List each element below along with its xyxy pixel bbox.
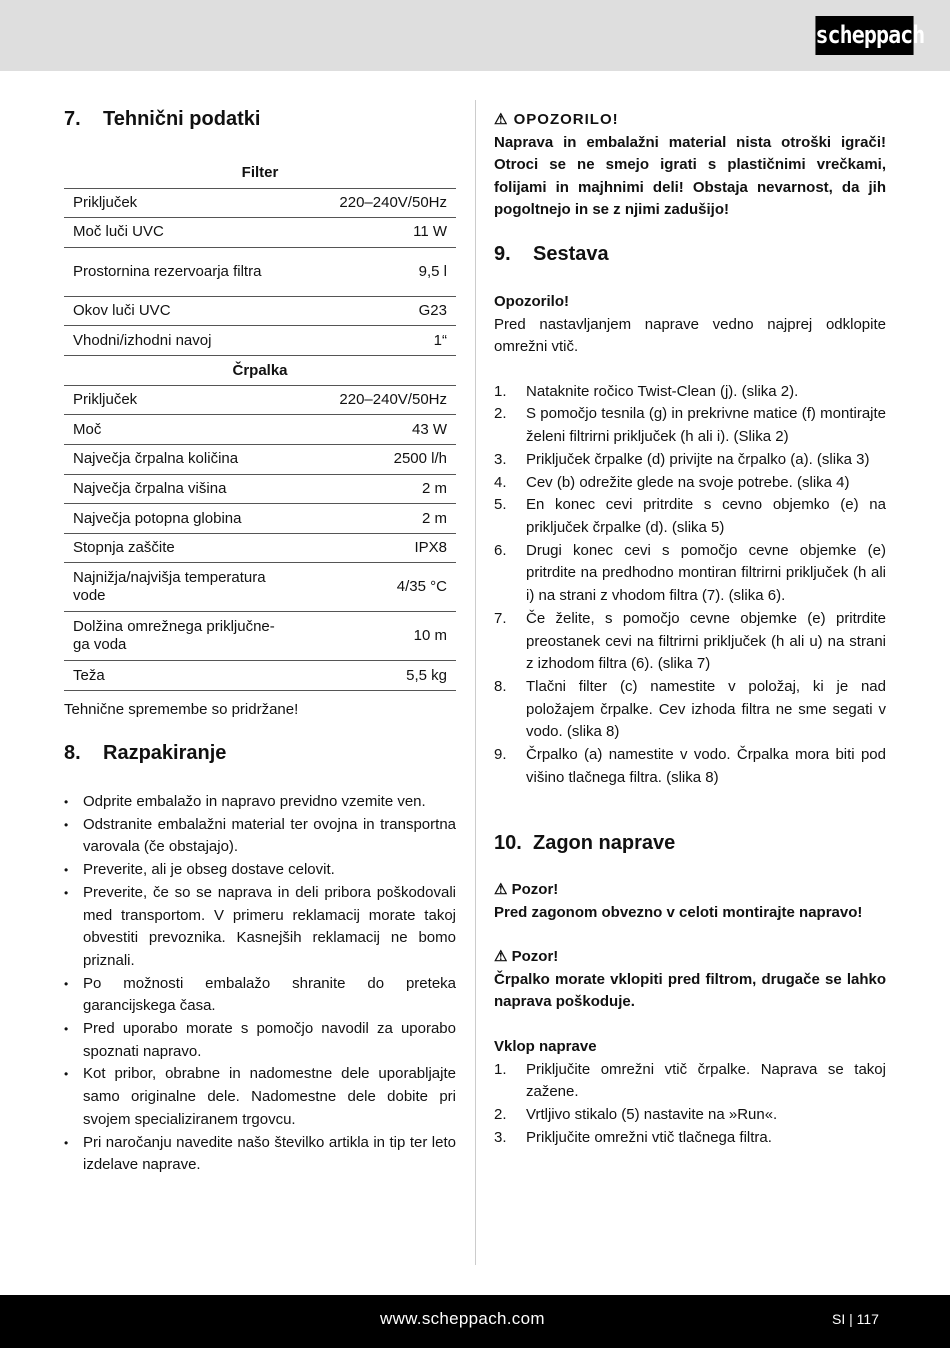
step-number: 8. [494, 677, 507, 695]
step-item [494, 381, 886, 404]
spec-value: 11 W [294, 218, 456, 248]
step-number: 2. [494, 405, 507, 423]
step-item [494, 449, 886, 472]
spec-value: 10 m [294, 612, 456, 661]
spec-label: Najnižja/najvišja temperatura vode [64, 563, 294, 612]
step-item [494, 494, 886, 539]
list-item: • Po možnosti embalažo shranite do preteka garancijskega časa. [64, 973, 456, 1018]
table-row [64, 612, 456, 661]
spec-label: Stopnja zaščite [64, 533, 294, 563]
spec-value: 2 m [294, 474, 456, 504]
section-7 [64, 108, 456, 131]
table-row [64, 415, 456, 445]
table-row [64, 326, 456, 356]
table-row [64, 563, 456, 612]
section-heading: 9. Sestava [494, 243, 609, 265]
warning-icon: ⚠ [494, 111, 509, 128]
table-row [64, 661, 456, 691]
step-item [494, 1059, 886, 1104]
section-10: 10. Zagon naprave ⚠ Pozor! Pred zagonom obvezno v celoti montirajte napravo! ⚠ Pozor! Črpalko morate vklopiti pred filtrom, drugače se lahko naprava poškoduje. Vklop naprave 1. Priključite omrežni vtič črpalke. Naprava se takoj zažene. 2. Vrtljivo stikalo (5) nastavite na »Run«. 3. Priključite omrežni vtič tlačnega filtra. [494, 832, 886, 1149]
spec-label: Vhodni/izhodni navoj [64, 326, 294, 356]
spec-label: Teža [64, 661, 294, 691]
step-text: Tlačni filter (c) namestite v položaj, ki je nad položajem črpalke. Cev izhoda filtra ne sme segati v vodo. (slika 8) [526, 677, 886, 741]
list-item: • Pred uporabo morate s pomočjo navodil za uporabo spoznati napravo. [64, 1018, 456, 1063]
list-item: • Pri naročanju navedite našo številko artikla in tip ter leto izdelave naprave. [64, 1132, 456, 1177]
step-text: Če želite, s pomočjo cevne objemke (e) pritrdite preostanek cevi na filtrirni priključek (h ali u) na strani z izhodom filtra (6). (slika 7) [526, 609, 886, 673]
header-bar [0, 0, 950, 71]
startup-steps [494, 1059, 886, 1150]
spec-label: Največja potopna globina [64, 504, 294, 534]
spec-label: Moč luči UVC [64, 218, 294, 248]
step-number: 3. [494, 450, 507, 468]
spec-value: 2 m [294, 504, 456, 534]
footer-bar [0, 1295, 950, 1348]
spec-label: Največja črpalna količina [64, 445, 294, 475]
step-item [494, 744, 886, 789]
table-group-header: Črpalka [64, 355, 456, 385]
column-divider [475, 100, 476, 1265]
spec-label: Okov luči UVC [64, 296, 294, 326]
step-number: 3. [494, 1128, 507, 1146]
spec-value: 5,5 kg [294, 661, 456, 691]
spec-value: G23 [294, 296, 456, 326]
step-number: 5. [494, 496, 507, 514]
table-row [64, 247, 456, 296]
spec-value: 43 W [294, 415, 456, 445]
step-text: Vrtljivo stikalo (5) nastavite na »Run«. [526, 1105, 778, 1123]
note: Tehnične spremembe so pridržane! [64, 701, 299, 718]
step-text: Cev (b) odrežite glede na svoje potrebe. (slika 4) [526, 473, 850, 491]
section-heading: 8. Razpakiranje [64, 742, 227, 764]
scheppach-logo: scheppach [815, 16, 913, 55]
spec-label: Priključek [64, 188, 294, 218]
spec-value: 1“ [294, 326, 456, 356]
table-row [64, 385, 456, 415]
list-item: • Kot pribor, obrabne in nadomestne dele uporabljajte samo originalne dele. Nadomestne dele dobite pri svojem specializiranem trgovcu. [64, 1063, 456, 1131]
step-item [494, 540, 886, 608]
website-link[interactable]: www.scheppach.com [380, 1309, 545, 1328]
step-text: Priključite omrežni vtič črpalke. Naprava se takoj zažene. [526, 1060, 886, 1101]
step-number: 7. [494, 609, 507, 627]
table-row [64, 218, 456, 248]
step-item [494, 1104, 886, 1127]
step-text: S pomočjo tesnila (g) in prekrivne matice (f) montirajte želeni filtrirni priključek (h ali i). (Slika 2) [526, 405, 886, 446]
step-item [494, 403, 886, 448]
table-row [64, 533, 456, 563]
section-heading: 10. Zagon naprave [494, 832, 676, 854]
step-text: Nataknite ročico Twist-Clean (j). (slika 2). [526, 382, 799, 400]
step-item [494, 1127, 886, 1150]
spec-label: Moč [64, 415, 294, 445]
table-row [64, 504, 456, 534]
section-heading: 7. Tehnični podatki [64, 108, 261, 130]
table-row [64, 296, 456, 326]
spec-label: Prostornina rezervoarja filtra [64, 247, 294, 296]
spec-value: IPX8 [294, 533, 456, 563]
list-item: • Odstranite embalažni material ter ovojna in transportna varovala (če obstajajo). [64, 814, 456, 859]
step-number: 6. [494, 541, 507, 559]
step-item [494, 676, 886, 744]
spec-value: 4/35 °C [294, 563, 456, 612]
step-number: 9. [494, 746, 507, 764]
table-group-header: Filter [64, 158, 456, 188]
step-number: 4. [494, 473, 507, 491]
section-8 [64, 742, 456, 1177]
warning-icon: ⚠ [494, 881, 508, 898]
step-item [494, 608, 886, 676]
step-text: Priključek črpalke (d) privijte na črpalko (a). (slika 3) [526, 450, 870, 468]
page-number: SI | 117 [832, 1311, 879, 1327]
list-item: • Odprite embalažo in napravo previdno vzemite ven. [64, 791, 456, 814]
assembly-steps [494, 381, 886, 790]
list-item: • Preverite, če so se naprava in deli pribora poškodovali med transportom. V primeru reklamacij morate takoj obvestiti prevoznika. Kasnejših reklamacij ne bomo priznali. [64, 882, 456, 973]
spec-value: 9,5 l [294, 247, 456, 296]
step-text: Drugi konec cevi s pomočjo cevne objemke (e) pritrdite na predhodno montiran filtrirni priključek (h ali i) na strani z vhodom filtra (7). (slika 6). [526, 541, 886, 605]
step-text: Črpalko (a) namestite v vodo. Črpalka mora biti pod višino tlačnega filtra. (slika 8) [526, 746, 886, 786]
step-number: 1. [494, 382, 507, 400]
spec-label: Priključek [64, 385, 294, 415]
step-text: En konec cevi pritrdite s cevno objemko (e) na priključek črpalke (d). (slika 5) [526, 496, 886, 536]
spec-value: 2500 l/h [294, 445, 456, 475]
warning-icon: ⚠ [494, 948, 508, 966]
spec-label: Največja črpalna višina [64, 474, 294, 504]
warning-block: ⚠ OPOZORILO! Naprava in embalažni material nista otroški igrači! Otroci se ne smejo igrati s plastičnimi vrečkami, folijami in majhnimi deli! Obstaja nevarnost, da jih pogoltnejo in se z njimi zadušijo! [494, 111, 886, 219]
table-row [64, 474, 456, 504]
step-number: 2. [494, 1105, 507, 1123]
section-9: 9. Sestava Opozorilo! Pred nastavljanjem naprave vedno najprej odklopite omrežni vtič. 1. Nataknite ročico Twist-Clean (j). (slika 2). 2. S pomočjo tesnila (g) in prekrivne matice (f) montirajte želeni filtrirni priključek (h ali i). (Slika 2) 3. Priključek črpalke (d) privijte na črpalko (a). (slika 3) 4. Cev (b) odrežite glede na svoje potrebe. (slika 4) 5. En konec cevi pritrdite s cevno objemko (e) na priključek črpalke (d). (slika 5) 6. Drugi konec cevi s pomočjo cevne objemke (e) pritrdite na predhodno montiran filtrirni priključek (h ali i) na strani z vhodom filtra (7). (slika 6). 7. Če želite, s pomočjo cevne objemke (e) pritrdite preostanek cevi na filtrirni priključek (h ali u) na strani z izhodom filtra (6). (slika 7) 8. Tlačni filter (c) namestite v položaj, ki je nad položajem črpalke. Cev izhoda filtra ne sme segati v vodo. (slika 8) 9. Črpalko (a) namestite v vodo. Črpalka mora biti pod višino tlačnega filtra. (slika 8) [494, 243, 886, 789]
table-row [64, 445, 456, 475]
tech-data-table [64, 158, 456, 691]
unpacking-list [64, 791, 456, 1177]
table-row [64, 188, 456, 218]
step-item [494, 472, 886, 495]
spec-value: 220–240V/50Hz [294, 188, 456, 218]
spec-label: Dolžina omrežnega priključne-ga voda [64, 612, 294, 661]
list-item: • Preverite, ali je obseg dostave celovit. [64, 859, 456, 882]
step-number: 1. [494, 1060, 507, 1078]
spec-value: 220–240V/50Hz [294, 385, 456, 415]
step-text: Priključite omrežni vtič tlačnega filtra. [526, 1128, 772, 1146]
